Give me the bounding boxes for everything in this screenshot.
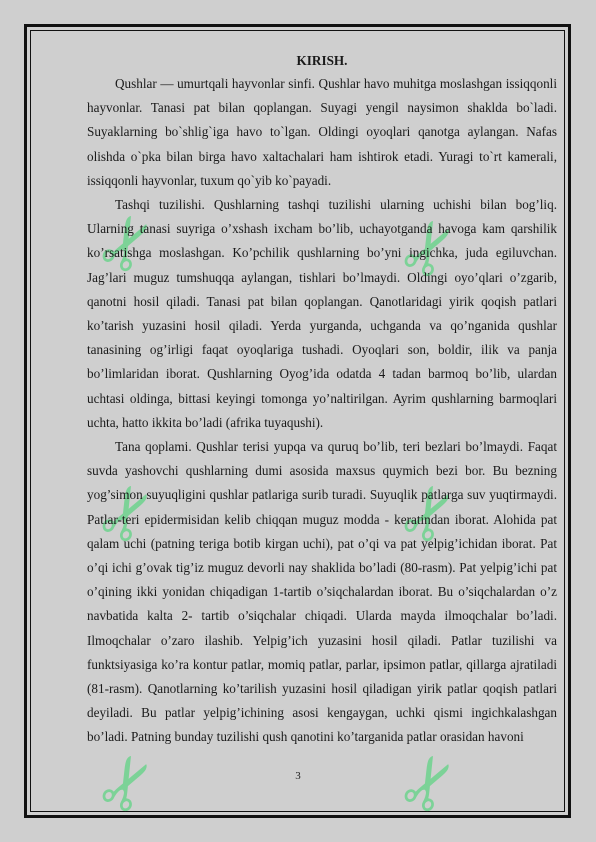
page-number: 3 xyxy=(295,770,301,782)
watermark-mark: ✂ xyxy=(380,468,480,559)
document-body xyxy=(87,50,557,750)
watermark-mark: ✂ xyxy=(78,738,178,829)
paragraph-external-structure: Tashqi tuzilishi. Qushlarning tashqi tuzilishi ularning uchishi bilan bog’liq. Ularning tanasi suyriga o’xshash ixcham bo’lib, uchayotganda havoga kam qarshilik ko’rsatishga moslashgan. Ko’pchilik qushlarning bo’yni ingichka, juda egiluvchan. Jag’lari muguz tumshuqqa aylangan, tishlari bo’lmaydi. Oldingi oyo’qlari o’zgarib, qanotni hosil qiladi. Tanasi pat bilan qoplangan. Qanotlaridagi yirik qoqish patlari ko’tarish yuzasini hosil qiladi. Yerda yurganda, uchganda va qo’nganida qushlar tanasining og’irligi faqat oyoqlariga tushadi. Oyoqlari son, boldir, ilik va panja bo’limlaridan iborat. Qushlarning Oyog’ida odatda 4 tadan barmoq bo’lib, ulardan uchtasi oldinga, bittasi keyingi tomonga yo’naltirilgan. Ayrim qushlarning barmoqlari uchta, hatto ikkita bo’ladi (afrika tuyaqushi). xyxy=(87,197,557,430)
paragraph-body-covering: Tana qoplami. Qushlar terisi yupqa va quruq bo’lib, teri bezlari bo’lmaydi. Faqat suvda yashovchi qushlarning dumi asosida maxsus quymich bezi bor. Bu bezning yog’simon suyuqligini qushlar patlariga surib turadi. Suyuqlik patlarga suv yuqtirmaydi. Patlar-teri epidermisidan kelib chiqqan muguz modda - keratindan iborat. Alohida pat qalam uchi (patning teriga botib kirgan uchi), pat o’qi va pat yelpig’ichidan iborat. Pat o’qi ichi g’ovak tig’iz muguz devorli nay shaklida bo’ladi (80-rasm). Pat yelpig’ichi pat o’qining ikki yonidan chiqadigan 1-tartib o’siqchalardan iborat. Bu o’siqchalardan o’z navbatida kalta 2- tartib o’siqchalar chiqadi. Ularda mayda ilmoqchalar bo’ladi. Ilmoqchalar o’zaro ilashib. Yelpig’ich yuzasini hosil qiladi. Patlar tuzilishi va funktsiyasiga ko’ra kontur patlar, momiq patlar, parlar, ipsimon patlar, qillarga ajratiladi (81-rasm). Qanotlarning ko’tarilish yuzasini hosil qiladigan yirik patlar qoqish patlari deyiladi. Bu patlar yelpig’ichining asosi kengaygan, uchki qismi ingichkalashgan bo’ladi. Patning bunday tuzilishi qush qanotini ko’targanida patlar orasidan havoni xyxy=(87,439,557,745)
watermark-mark: ✂ xyxy=(78,468,178,559)
paragraph-intro: Qushlar — umurtqali hayvonlar sinfi. Qushlar havo muhitga moslashgan issiqqonli hayvonlar. Tanasi pat bilan qoplangan. Suyagi yengil naysimon shaklda bo`ladi. Suyaklarning bo`shlig`iga havo to`lgan. Oldingi oyoqlari qanotga aylangan. Nafas olishda o`pka bilan birga havo xaltachalari ham ishtirok etadi. Yuragi to`rt kamerali, issiqqonli hayvonlar, tuxum qo`yib ko`payadi. xyxy=(87,76,557,188)
watermark-mark: ✂ xyxy=(380,203,480,294)
watermark-mark: ✂ xyxy=(78,198,178,289)
page-title: KIRISH. xyxy=(296,53,348,68)
watermark-mark: ✂ xyxy=(380,738,480,829)
